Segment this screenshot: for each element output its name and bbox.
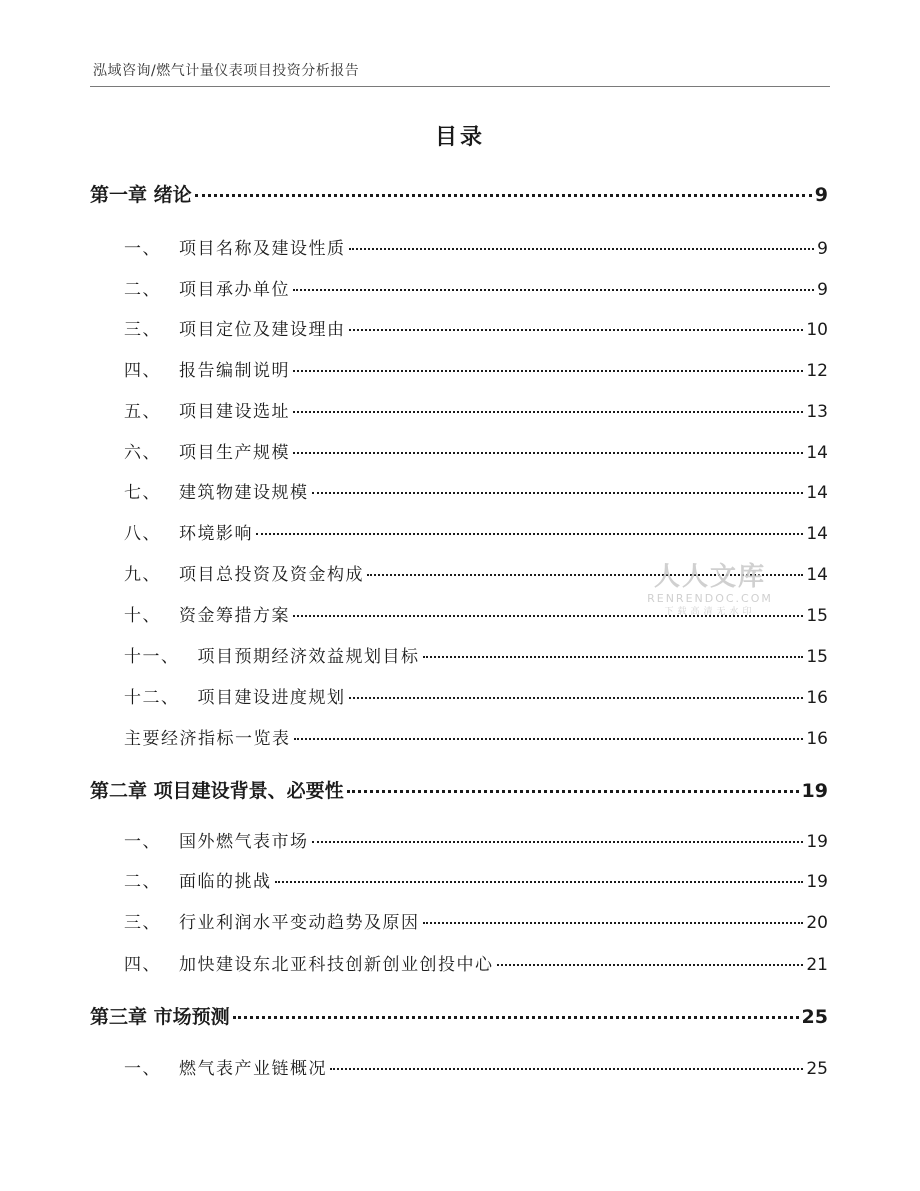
toc-page-number: 16 <box>806 688 828 708</box>
toc-chapter-entry[interactable] <box>90 1002 828 1029</box>
toc-section-entry[interactable] <box>124 397 828 422</box>
toc-page-number: 14 <box>806 443 828 463</box>
toc-page-number: 20 <box>806 913 828 933</box>
toc-page-number: 12 <box>806 361 828 381</box>
toc-dot-leader <box>256 533 803 535</box>
toc-page-number: 25 <box>801 1006 828 1028</box>
toc-dot-leader <box>293 411 803 413</box>
toc-entry-number: 一、 <box>124 239 161 259</box>
toc-section-entry[interactable] <box>124 315 828 340</box>
toc-entry-label: 项目生产规模 <box>179 443 290 463</box>
running-header: 泓域咨询/燃气计量仪表项目投资分析报告 <box>93 63 360 79</box>
toc-page-number: 9 <box>817 239 828 259</box>
toc-page-number: 14 <box>806 565 828 585</box>
toc-entry-number: 二、 <box>124 872 161 892</box>
toc-dot-leader <box>293 452 803 454</box>
toc-dot-leader <box>233 1016 799 1019</box>
toc-dot-leader <box>347 790 799 793</box>
toc-dot-leader <box>330 1068 803 1070</box>
toc-dot-leader <box>349 697 804 699</box>
toc-entry-number: 四、 <box>124 955 161 975</box>
toc-entry-number: 十、 <box>124 606 161 626</box>
toc-dot-leader <box>497 964 804 966</box>
watermark-site-text: RENRENDOC.COM <box>647 592 773 605</box>
toc-chapter-entry[interactable] <box>90 776 828 803</box>
toc-section-entry[interactable] <box>124 724 828 749</box>
toc-page-number: 19 <box>806 872 828 892</box>
toc-entry-label: 报告编制说明 <box>179 361 290 381</box>
watermark-main-text: 人人文库 <box>653 562 766 592</box>
toc-entry-label: 资金筹措方案 <box>179 606 290 626</box>
toc-page-number: 10 <box>806 320 828 340</box>
toc-entry-number: 一、 <box>124 832 161 852</box>
toc-entry-number: 八、 <box>124 524 161 544</box>
toc-section-entry[interactable] <box>124 275 828 300</box>
toc-page-number: 14 <box>806 483 828 503</box>
toc-entry-number: 二、 <box>124 280 161 300</box>
toc-section-entry[interactable] <box>124 908 828 933</box>
toc-dot-leader <box>423 922 804 924</box>
toc-page-number: 9 <box>814 184 828 206</box>
toc-entry-label: 加快建设东北亚科技创新创业创投中心 <box>179 955 494 975</box>
toc-dot-leader <box>349 248 815 250</box>
toc-page-number: 25 <box>806 1059 828 1079</box>
toc-dot-leader <box>293 289 814 291</box>
toc-section-entry[interactable] <box>124 827 828 852</box>
toc-section-entry[interactable] <box>124 478 828 503</box>
toc-entry-label: 环境影响 <box>179 524 253 544</box>
toc-entry-number: 四、 <box>124 361 161 381</box>
toc-entry-label: 建筑物建设规模 <box>179 483 309 503</box>
toc-section-entry[interactable] <box>124 1054 828 1079</box>
toc-entry-label: 项目总投资及资金构成 <box>179 565 364 585</box>
toc-dot-leader <box>349 329 804 331</box>
toc-section-entry[interactable] <box>124 683 828 708</box>
toc-chapter-entry[interactable] <box>90 180 828 207</box>
toc-page-number: 15 <box>806 647 828 667</box>
toc-entry-label: 项目定位及建设理由 <box>179 320 346 340</box>
toc-entry-number: 七、 <box>124 483 161 503</box>
toc-entry-label: 项目承办单位 <box>179 280 290 300</box>
header-divider <box>90 86 830 87</box>
toc-section-entry[interactable] <box>124 234 828 259</box>
toc-page-number: 13 <box>806 402 828 422</box>
toc-section-entry[interactable] <box>124 519 828 544</box>
toc-dot-leader <box>294 738 804 740</box>
toc-page-number: 14 <box>806 524 828 544</box>
toc-entry-number: 十二、 <box>124 688 180 708</box>
toc-dot-leader <box>293 370 803 372</box>
page-title: 目录 <box>434 125 485 150</box>
toc-dot-leader <box>423 656 804 658</box>
toc-entry-number: 三、 <box>124 913 161 933</box>
toc-entry-label: 项目建设进度规划 <box>197 688 346 708</box>
toc-page-number: 19 <box>801 780 828 802</box>
toc-entry-label: 主要经济指标一览表 <box>124 729 291 749</box>
toc-section-entry[interactable] <box>124 438 828 463</box>
toc-entry-label: 项目名称及建设性质 <box>179 239 346 259</box>
toc-page-number: 19 <box>806 832 828 852</box>
toc-entry-label: 国外燃气表市场 <box>179 832 309 852</box>
toc-page-number: 16 <box>806 729 828 749</box>
watermark-logo <box>640 562 780 618</box>
toc-entry-number: 五、 <box>124 402 161 422</box>
toc-entry-number: 一、 <box>124 1059 161 1079</box>
toc-entry-label: 第一章 绪论 <box>90 184 192 206</box>
toc-section-entry[interactable] <box>124 867 828 892</box>
watermark-tagline: 下载高清无水印 <box>664 607 756 617</box>
toc-entry-label: 第三章 市场预测 <box>90 1006 230 1028</box>
toc-section-entry[interactable] <box>124 356 828 381</box>
toc-section-entry[interactable] <box>124 642 828 667</box>
toc-entry-number: 三、 <box>124 320 161 340</box>
toc-entry-label: 燃气表产业链概况 <box>179 1059 327 1079</box>
toc-page-number: 21 <box>806 955 828 975</box>
toc-page-number: 9 <box>817 280 828 300</box>
toc-entry-label: 面临的挑战 <box>179 872 272 892</box>
toc-entry-label: 第二章 项目建设背景、必要性 <box>90 780 344 802</box>
toc-dot-leader <box>312 492 804 494</box>
toc-page-number: 15 <box>806 606 828 626</box>
toc-entry-label: 项目预期经济效益规划目标 <box>197 647 420 667</box>
toc-entry-label: 行业利润水平变动趋势及原因 <box>179 913 420 933</box>
toc-entry-number: 九、 <box>124 565 161 585</box>
toc-entry-label: 项目建设选址 <box>179 402 290 422</box>
toc-dot-leader <box>275 881 804 883</box>
toc-entry-number: 六、 <box>124 443 161 463</box>
toc-dot-leader <box>195 194 812 197</box>
toc-section-entry[interactable] <box>124 950 828 975</box>
toc-entry-number: 十一、 <box>124 647 180 667</box>
toc-dot-leader <box>312 841 804 843</box>
